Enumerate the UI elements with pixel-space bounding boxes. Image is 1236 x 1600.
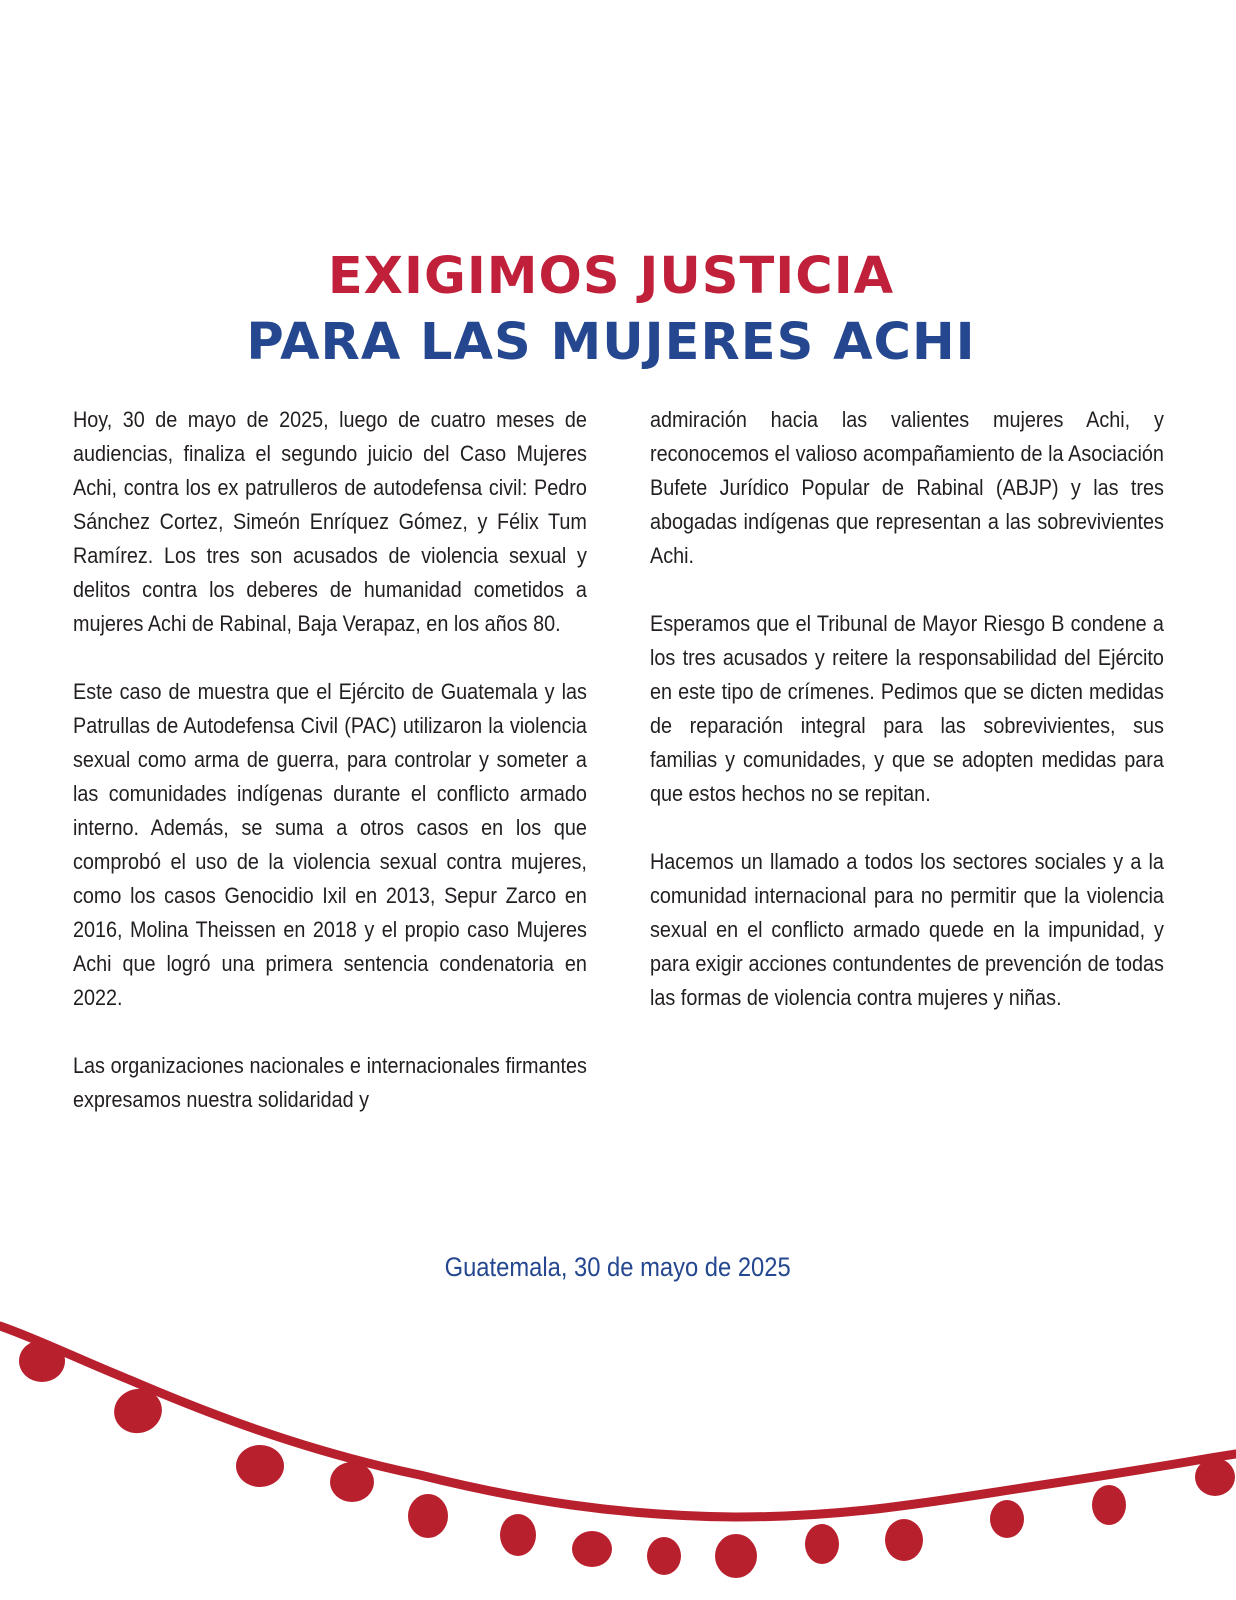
right-text-column <box>650 403 1164 1015</box>
left-text-column <box>73 403 587 1117</box>
bead <box>408 1494 448 1538</box>
bead <box>19 1340 65 1382</box>
paragraph-case-context: Este caso de muestra que el Ejército de Guatemala y las Patrullas de Autodefensa Civil (PAC) utilizaron la violencia sexual como arma de guerra, para controlar y someter a las comunidades indígenas durante el conflicto armado interno. Además, se suma a otros casos en los que comprobó el uso de la violencia sexual contra mujeres, como los casos Genocidio Ixil en 2013, Sepur Zarco en 2016, Molina Theissen en 2018 y el propio caso Mujeres Achi que logró una primera sentencia condenatoria en 2022. <box>73 679 587 1010</box>
heading-line-1: EXIGIMOS JUSTICIA <box>327 247 895 306</box>
bead <box>236 1445 284 1487</box>
paragraph-intro: Hoy, 30 de mayo de 2025, luego de cuatro meses de audiencias, finaliza el segundo juicio del Caso Mujeres Achi, contra los ex patrulleros de autodefensa civil: Pedro Sánchez Cortez, Simeón Enríquez Gómez, y Félix Tum Ramírez. Los tres son acusados de violencia sexual y delitos contra los deberes de humanidad cometidos a mujeres Achi de Rabinal, Baja Verapaz, en los años 80. <box>73 407 587 636</box>
heading-line-2: PARA LAS MUJERES ACHI <box>246 313 976 372</box>
bead <box>330 1462 374 1502</box>
paragraph-demands: Esperamos que el Tribunal de Mayor Riesgo B condene a los tres acusados y reitere la responsabilidad del Ejército en este tipo de crímenes. Pedimos que se dicten medidas de reparación integral para las sobrevivientes, sus familias y comunidades, y que se adopten medidas para que estos hechos no se repitan. <box>650 611 1164 806</box>
bead <box>715 1534 757 1578</box>
bead <box>572 1531 612 1567</box>
bead <box>1195 1458 1235 1496</box>
bead <box>990 1500 1024 1538</box>
bead <box>805 1524 839 1564</box>
paragraph-call-to-action: Hacemos un llamado a todos los sectores sociales y a la comunidad internacional para no permitir que la violencia sexual en el conflicto armado quede en la impunidad, y para exigir acciones contundentes de prevención de todas las formas de violencia contra mujeres y niñas. <box>650 849 1164 1010</box>
place-date-text: Guatemala, 30 de mayo de 2025 <box>444 1252 792 1282</box>
bead <box>647 1537 681 1575</box>
necklace-string <box>0 1326 1236 1517</box>
paragraph-solidarity-end: admiración hacia las valientes mujeres Achi, y reconocemos el valioso acompañamiento de la Asociación Bufete Jurídico Popular de Rabinal (ABJP) y las tres abogadas indígenas que representan a las sobrevivientes Achi. <box>650 407 1164 568</box>
necklace-beads <box>19 1340 1235 1578</box>
beaded-necklace-decoration <box>0 1280 1236 1600</box>
bead <box>500 1514 536 1556</box>
bead <box>1092 1485 1126 1525</box>
paragraph-solidarity-start: Las organizaciones nacionales e internacionales firmantes expresamos nuestra solidaridad y <box>73 1053 587 1112</box>
bead <box>885 1519 923 1561</box>
